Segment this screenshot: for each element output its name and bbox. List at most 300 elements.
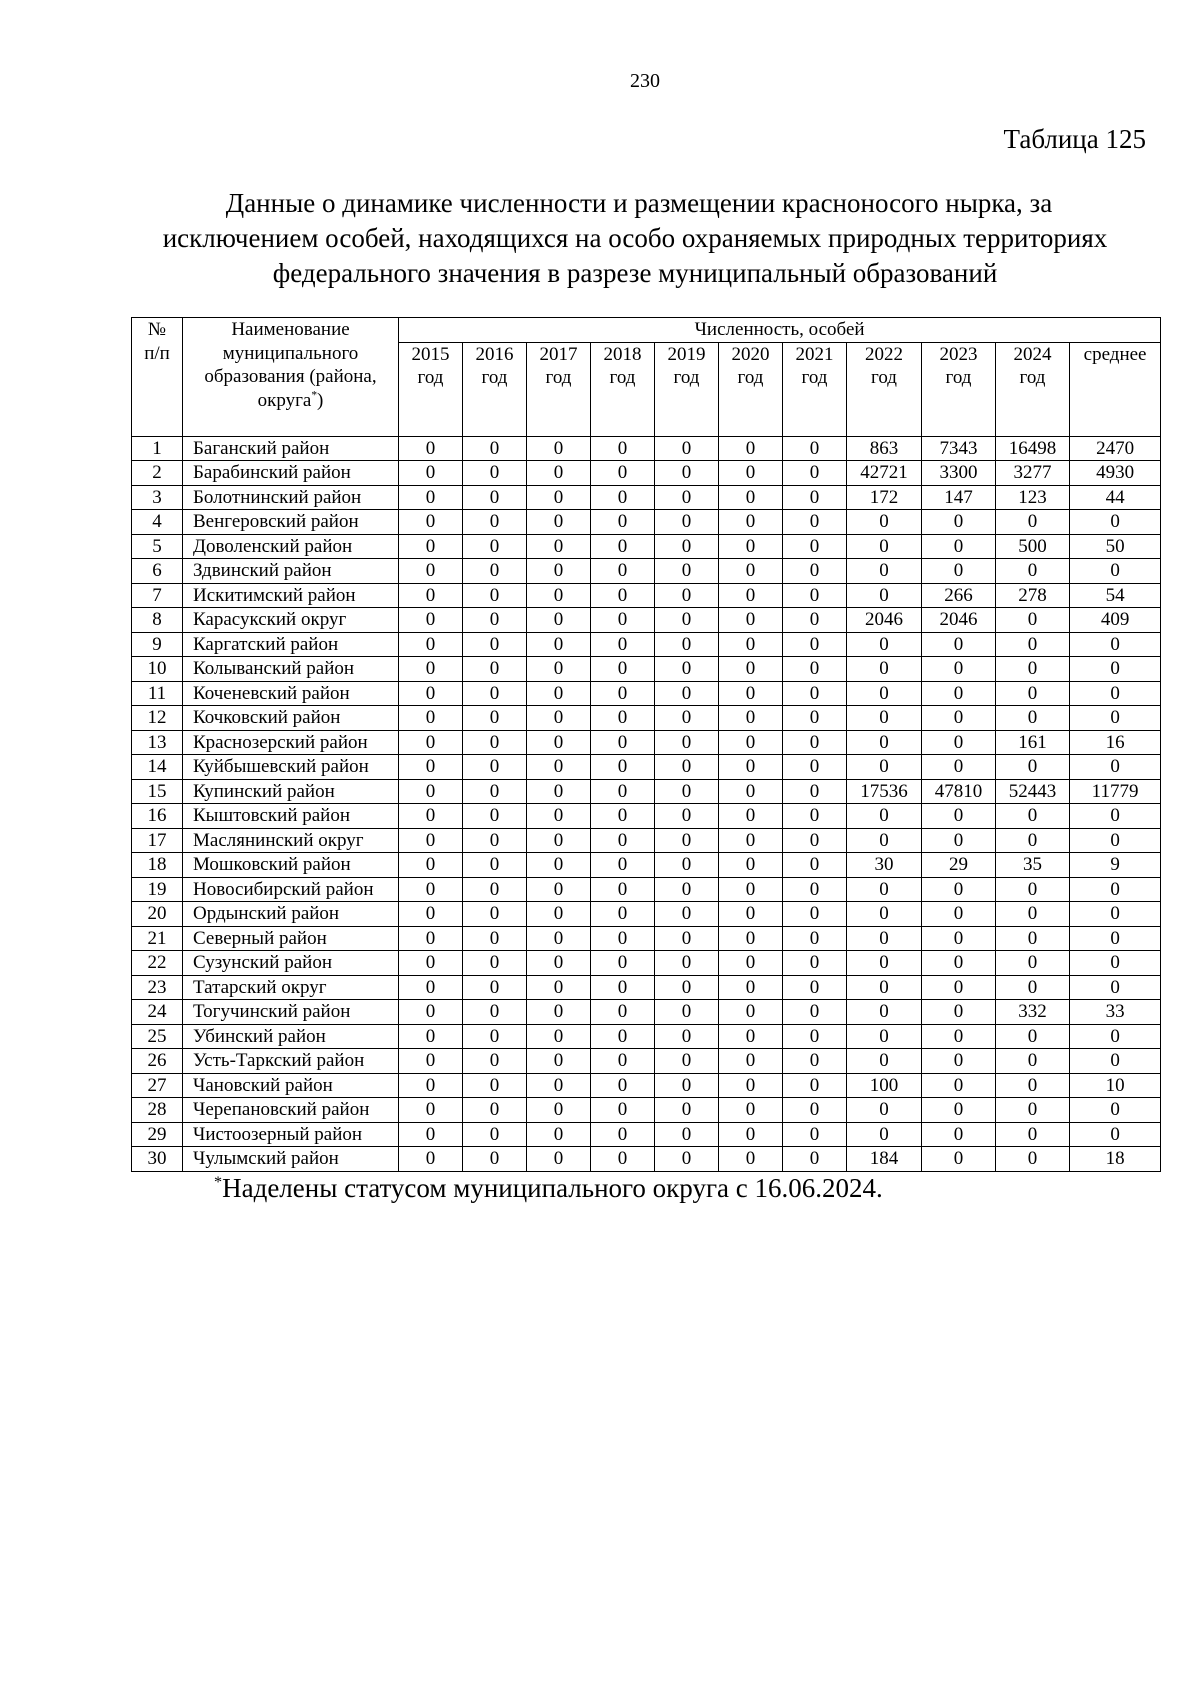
count-cell: 0 <box>719 926 783 951</box>
table-row <box>132 510 1161 535</box>
page-number: 230 <box>630 70 660 92</box>
count-cell: 0 <box>783 632 847 657</box>
count-cell: 0 <box>922 975 996 1000</box>
count-cell: 0 <box>847 1024 922 1049</box>
count-cell: 0 <box>527 1024 591 1049</box>
count-cell: 0 <box>591 706 655 731</box>
count-cell: 0 <box>655 583 719 608</box>
table-title <box>130 186 1140 291</box>
count-cell: 0 <box>591 608 655 633</box>
count-cell: 0 <box>922 681 996 706</box>
count-cell: 0 <box>783 657 847 682</box>
count-cell: 0 <box>719 877 783 902</box>
count-cell: 0 <box>527 1073 591 1098</box>
row-number: 9 <box>132 632 183 657</box>
header-municipality-line: муниципального <box>222 342 359 364</box>
count-cell: 0 <box>527 534 591 559</box>
count-cell: 0 <box>655 902 719 927</box>
row-number: 26 <box>132 1049 183 1074</box>
count-cell: 29 <box>922 853 996 878</box>
count-cell: 0 <box>463 657 527 682</box>
count-cell: 0 <box>719 485 783 510</box>
municipality-name: Каргатский район <box>183 632 399 657</box>
count-cell: 0 <box>719 1049 783 1074</box>
count-cell: 0 <box>847 877 922 902</box>
count-cell: 0 <box>655 485 719 510</box>
count-cell: 332 <box>996 1000 1070 1025</box>
count-cell: 0 <box>591 1024 655 1049</box>
count-cell: 0 <box>591 853 655 878</box>
count-cell: 0 <box>655 1049 719 1074</box>
table-row <box>132 681 1161 706</box>
count-cell: 0 <box>996 951 1070 976</box>
municipality-name: Кыштовский район <box>183 804 399 829</box>
table-row <box>132 632 1161 657</box>
municipality-name: Татарский округ <box>183 975 399 1000</box>
count-cell: 0 <box>719 1000 783 1025</box>
count-cell: 0 <box>463 877 527 902</box>
table-row <box>132 608 1161 633</box>
count-cell: 0 <box>847 706 922 731</box>
count-cell: 0 <box>783 461 847 486</box>
row-number: 11 <box>132 681 183 706</box>
table-row <box>132 485 1161 510</box>
count-cell: 0 <box>591 485 655 510</box>
average-cell: 0 <box>1070 632 1161 657</box>
count-cell: 0 <box>996 1098 1070 1123</box>
count-cell: 0 <box>591 1073 655 1098</box>
count-cell: 0 <box>655 559 719 584</box>
count-cell: 0 <box>922 510 996 535</box>
count-cell: 0 <box>719 681 783 706</box>
average-cell: 0 <box>1070 926 1161 951</box>
count-cell: 0 <box>527 1000 591 1025</box>
count-cell: 0 <box>996 877 1070 902</box>
header-year-word: год <box>945 367 972 388</box>
header-year-value: 2021 <box>795 343 834 365</box>
municipality-name: Сузунский район <box>183 951 399 976</box>
count-cell: 0 <box>996 706 1070 731</box>
count-cell: 0 <box>922 902 996 927</box>
average-cell: 0 <box>1070 1122 1161 1147</box>
count-cell: 172 <box>847 485 922 510</box>
municipality-name: Чулымский район <box>183 1147 399 1172</box>
municipality-name: Кочковский район <box>183 706 399 731</box>
count-cell: 0 <box>922 632 996 657</box>
row-number: 20 <box>132 902 183 927</box>
average-cell: 0 <box>1070 1024 1161 1049</box>
table-row <box>132 804 1161 829</box>
count-cell: 0 <box>463 1147 527 1172</box>
header-year <box>399 342 463 436</box>
table-row <box>132 1049 1161 1074</box>
header-year-word: год <box>481 367 508 388</box>
count-cell: 2046 <box>847 608 922 633</box>
count-cell: 0 <box>783 1049 847 1074</box>
average-cell: 50 <box>1070 534 1161 559</box>
count-cell: 0 <box>847 657 922 682</box>
count-cell: 0 <box>399 706 463 731</box>
count-cell: 0 <box>719 632 783 657</box>
row-number: 29 <box>132 1122 183 1147</box>
count-cell: 0 <box>922 1073 996 1098</box>
header-year-value: 2022 <box>865 343 903 365</box>
average-cell: 9 <box>1070 853 1161 878</box>
header-number-line: № <box>147 319 167 340</box>
count-cell: 0 <box>847 510 922 535</box>
footnote-marker: * <box>311 389 318 402</box>
table-row <box>132 828 1161 853</box>
row-number: 24 <box>132 1000 183 1025</box>
table-row <box>132 877 1161 902</box>
municipality-name: Колыванский район <box>183 657 399 682</box>
count-cell: 0 <box>719 461 783 486</box>
count-cell: 0 <box>655 828 719 853</box>
count-cell: 42721 <box>847 461 922 486</box>
count-cell: 0 <box>719 510 783 535</box>
count-cell: 0 <box>847 828 922 853</box>
table-row <box>132 975 1161 1000</box>
row-number: 19 <box>132 877 183 902</box>
table-row <box>132 583 1161 608</box>
count-cell: 0 <box>719 534 783 559</box>
average-cell: 0 <box>1070 877 1161 902</box>
population-table <box>131 317 1161 1172</box>
count-cell: 0 <box>527 1098 591 1123</box>
count-cell: 0 <box>527 681 591 706</box>
header-population-group: Численность, особей <box>399 318 1161 343</box>
count-cell: 0 <box>399 1098 463 1123</box>
count-cell: 0 <box>399 1147 463 1172</box>
count-cell: 0 <box>399 730 463 755</box>
count-cell: 0 <box>847 583 922 608</box>
municipality-name: Мошковский район <box>183 853 399 878</box>
count-cell: 0 <box>463 1024 527 1049</box>
count-cell: 0 <box>719 1024 783 1049</box>
count-cell: 0 <box>922 1098 996 1123</box>
count-cell: 0 <box>463 828 527 853</box>
count-cell: 0 <box>463 755 527 780</box>
count-cell: 0 <box>527 902 591 927</box>
row-number: 14 <box>132 755 183 780</box>
count-cell: 0 <box>399 534 463 559</box>
count-cell: 0 <box>463 1049 527 1074</box>
header-municipality-line: образования (района, <box>204 366 377 387</box>
count-cell: 0 <box>996 681 1070 706</box>
count-cell: 0 <box>996 510 1070 535</box>
table-row <box>132 534 1161 559</box>
count-cell: 3300 <box>922 461 996 486</box>
count-cell: 0 <box>996 804 1070 829</box>
table-title-line: Данные о динамике численности и размещении красноносого нырка, за <box>225 188 1053 218</box>
average-cell: 0 <box>1070 681 1161 706</box>
count-cell: 0 <box>783 877 847 902</box>
row-number: 25 <box>132 1024 183 1049</box>
count-cell: 0 <box>527 510 591 535</box>
count-cell: 0 <box>922 1147 996 1172</box>
count-cell: 0 <box>463 779 527 804</box>
header-year-word: год <box>871 367 897 388</box>
footnote-marker: * <box>214 1173 223 1191</box>
count-cell: 0 <box>719 583 783 608</box>
count-cell: 0 <box>655 730 719 755</box>
table-row <box>132 1122 1161 1147</box>
municipality-name: Краснозерский район <box>183 730 399 755</box>
count-cell: 0 <box>719 1098 783 1123</box>
count-cell: 0 <box>591 657 655 682</box>
count-cell: 0 <box>399 583 463 608</box>
count-cell: 0 <box>655 1147 719 1172</box>
table-row <box>132 926 1161 951</box>
header-year-value: 2017 <box>539 343 578 365</box>
average-cell: 0 <box>1070 902 1161 927</box>
average-cell: 44 <box>1070 485 1161 510</box>
count-cell: 0 <box>996 559 1070 584</box>
count-cell: 161 <box>996 730 1070 755</box>
count-cell: 0 <box>591 804 655 829</box>
count-cell: 0 <box>655 779 719 804</box>
count-cell: 0 <box>399 436 463 461</box>
count-cell: 0 <box>399 1024 463 1049</box>
count-cell: 0 <box>847 975 922 1000</box>
count-cell: 0 <box>783 706 847 731</box>
count-cell: 0 <box>399 657 463 682</box>
count-cell: 0 <box>527 436 591 461</box>
count-cell: 0 <box>527 706 591 731</box>
count-cell: 0 <box>783 730 847 755</box>
municipality-name: Тогучинский район <box>183 1000 399 1025</box>
count-cell: 0 <box>463 510 527 535</box>
average-cell: 0 <box>1070 755 1161 780</box>
count-cell: 0 <box>463 559 527 584</box>
header-year-word: год <box>737 367 764 388</box>
count-cell: 0 <box>463 1000 527 1025</box>
average-cell: 0 <box>1070 706 1161 731</box>
average-cell: 0 <box>1070 975 1161 1000</box>
header-municipality-line <box>183 389 398 413</box>
header-municipality <box>183 318 399 437</box>
count-cell: 0 <box>847 1000 922 1025</box>
count-cell: 0 <box>527 853 591 878</box>
count-cell: 0 <box>719 853 783 878</box>
count-cell: 0 <box>399 485 463 510</box>
average-cell: 0 <box>1070 657 1161 682</box>
table-row <box>132 1000 1161 1025</box>
header-year <box>719 342 783 436</box>
count-cell: 0 <box>463 902 527 927</box>
count-cell: 0 <box>591 461 655 486</box>
count-cell: 0 <box>591 951 655 976</box>
count-cell: 0 <box>527 975 591 1000</box>
count-cell: 0 <box>783 1122 847 1147</box>
table-row <box>132 730 1161 755</box>
header-year <box>847 342 922 436</box>
count-cell: 0 <box>591 681 655 706</box>
count-cell: 123 <box>996 485 1070 510</box>
count-cell: 0 <box>996 755 1070 780</box>
count-cell: 0 <box>527 877 591 902</box>
count-cell: 0 <box>783 485 847 510</box>
count-cell: 0 <box>591 779 655 804</box>
count-cell: 0 <box>591 1049 655 1074</box>
count-cell: 863 <box>847 436 922 461</box>
table-row <box>132 902 1161 927</box>
count-cell: 0 <box>463 485 527 510</box>
count-cell: 0 <box>527 583 591 608</box>
average-cell: 0 <box>1070 951 1161 976</box>
count-cell: 0 <box>783 608 847 633</box>
table-row <box>132 1073 1161 1098</box>
count-cell: 0 <box>783 779 847 804</box>
header-year <box>783 342 847 436</box>
count-cell: 0 <box>719 1122 783 1147</box>
count-cell: 0 <box>719 804 783 829</box>
municipality-name: Ордынский район <box>183 902 399 927</box>
header-average: среднее <box>1070 342 1161 436</box>
municipality-name: Искитимский район <box>183 583 399 608</box>
count-cell: 0 <box>463 804 527 829</box>
count-cell: 0 <box>463 632 527 657</box>
municipality-name: Болотнинский район <box>183 485 399 510</box>
header-municipality-paren: ) <box>317 389 324 411</box>
count-cell: 0 <box>655 436 719 461</box>
count-cell: 0 <box>922 1024 996 1049</box>
row-number: 18 <box>132 853 183 878</box>
row-number: 10 <box>132 657 183 682</box>
count-cell: 0 <box>783 804 847 829</box>
municipality-name: Здвинский район <box>183 559 399 584</box>
count-cell: 0 <box>996 828 1070 853</box>
header-year-value: 2019 <box>667 343 706 365</box>
count-cell: 0 <box>922 730 996 755</box>
count-cell: 0 <box>655 632 719 657</box>
average-cell: 16 <box>1070 730 1161 755</box>
average-cell: 4930 <box>1070 461 1161 486</box>
row-number: 1 <box>132 436 183 461</box>
count-cell: 0 <box>399 877 463 902</box>
count-cell: 0 <box>399 510 463 535</box>
count-cell: 0 <box>655 804 719 829</box>
count-cell: 0 <box>655 877 719 902</box>
average-cell: 409 <box>1070 608 1161 633</box>
average-cell: 2470 <box>1070 436 1161 461</box>
count-cell: 0 <box>591 975 655 1000</box>
count-cell: 0 <box>719 1073 783 1098</box>
row-number: 30 <box>132 1147 183 1172</box>
count-cell: 2046 <box>922 608 996 633</box>
count-cell: 0 <box>996 608 1070 633</box>
table-row <box>132 779 1161 804</box>
count-cell: 0 <box>399 681 463 706</box>
count-cell: 0 <box>719 1147 783 1172</box>
count-cell: 0 <box>783 559 847 584</box>
count-cell: 0 <box>399 1073 463 1098</box>
count-cell: 0 <box>996 657 1070 682</box>
row-number: 17 <box>132 828 183 853</box>
count-cell: 0 <box>527 804 591 829</box>
header-year-value: 2020 <box>731 343 770 365</box>
count-cell: 7343 <box>922 436 996 461</box>
row-number: 16 <box>132 804 183 829</box>
average-cell: 0 <box>1070 1098 1161 1123</box>
count-cell: 0 <box>783 534 847 559</box>
count-cell: 0 <box>847 1122 922 1147</box>
municipality-name: Венгеровский район <box>183 510 399 535</box>
count-cell: 0 <box>655 1000 719 1025</box>
table-header <box>132 318 1161 437</box>
count-cell: 0 <box>847 902 922 927</box>
count-cell: 0 <box>655 681 719 706</box>
municipality-name: Убинский район <box>183 1024 399 1049</box>
count-cell: 0 <box>463 1073 527 1098</box>
table-title-line: федерального значения в разрезе муниципальный образований <box>272 258 998 288</box>
count-cell: 0 <box>463 706 527 731</box>
count-cell: 0 <box>655 755 719 780</box>
average-cell: 0 <box>1070 1049 1161 1074</box>
count-cell: 0 <box>847 730 922 755</box>
count-cell: 0 <box>847 755 922 780</box>
count-cell: 0 <box>996 1049 1070 1074</box>
count-cell: 0 <box>591 730 655 755</box>
count-cell: 0 <box>527 657 591 682</box>
header-year-word: год <box>545 367 572 388</box>
count-cell: 0 <box>527 461 591 486</box>
count-cell: 0 <box>527 1147 591 1172</box>
count-cell: 0 <box>527 779 591 804</box>
header-year <box>527 342 591 436</box>
count-cell: 0 <box>922 657 996 682</box>
count-cell: 0 <box>996 1147 1070 1172</box>
count-cell: 0 <box>527 1122 591 1147</box>
table-row <box>132 1024 1161 1049</box>
count-cell: 0 <box>783 436 847 461</box>
count-cell: 0 <box>655 926 719 951</box>
count-cell: 0 <box>847 1049 922 1074</box>
row-number: 8 <box>132 608 183 633</box>
count-cell: 0 <box>847 534 922 559</box>
count-cell: 0 <box>463 583 527 608</box>
count-cell: 0 <box>399 951 463 976</box>
count-cell: 0 <box>783 1147 847 1172</box>
count-cell: 0 <box>996 1122 1070 1147</box>
municipality-name: Чистоозерный район <box>183 1122 399 1147</box>
count-cell: 0 <box>655 534 719 559</box>
count-cell: 0 <box>399 926 463 951</box>
table-row <box>132 755 1161 780</box>
header-year <box>463 342 527 436</box>
count-cell: 0 <box>591 1000 655 1025</box>
header-year-value: 2015 <box>411 343 450 365</box>
municipality-name: Карасукский округ <box>183 608 399 633</box>
header-municipality-word: округа <box>257 389 312 411</box>
footnote-text: Наделены статусом муниципального округа с 16.06.2024. <box>222 1173 883 1203</box>
count-cell: 0 <box>527 559 591 584</box>
table-row <box>132 951 1161 976</box>
row-number: 6 <box>132 559 183 584</box>
count-cell: 0 <box>399 608 463 633</box>
count-cell: 0 <box>655 1098 719 1123</box>
count-cell: 0 <box>527 608 591 633</box>
row-number: 28 <box>132 1098 183 1123</box>
header-year-word: год <box>1019 367 1046 388</box>
row-number: 2 <box>132 461 183 486</box>
table-row <box>132 1147 1161 1172</box>
count-cell: 0 <box>591 510 655 535</box>
count-cell: 0 <box>996 902 1070 927</box>
count-cell: 0 <box>922 706 996 731</box>
count-cell: 0 <box>655 461 719 486</box>
count-cell: 0 <box>783 951 847 976</box>
